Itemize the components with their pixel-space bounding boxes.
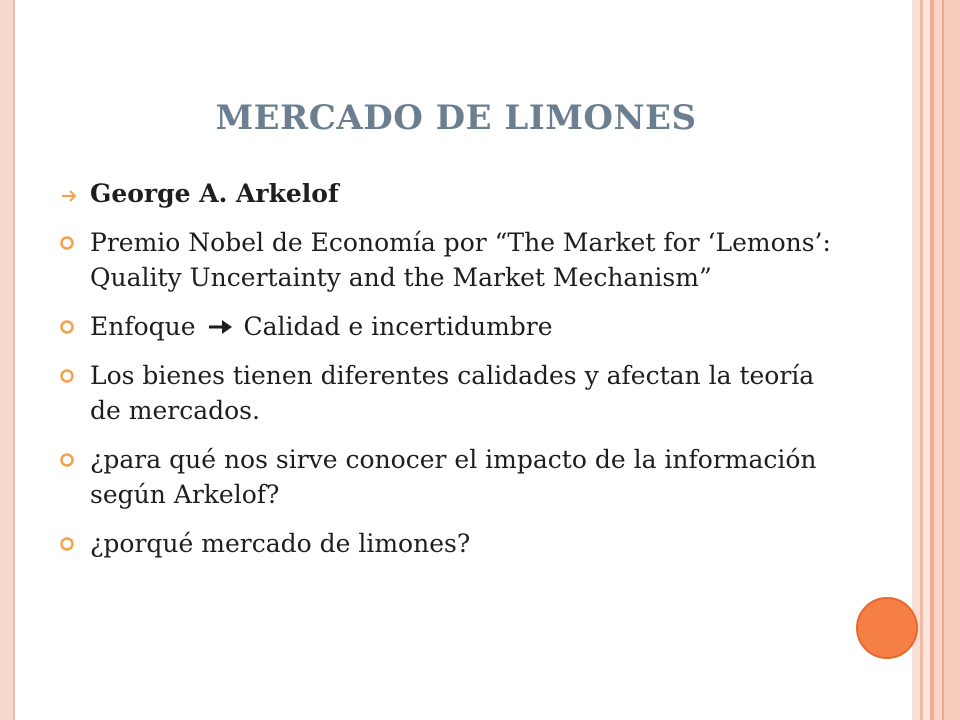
heading-item-text: George A. Arkelof [90,179,339,208]
bullet-text: Premio Nobel de Economía por “The Market for ‘Lemons’: Quality Uncertainty and the Market Mechanism” [90,228,831,292]
bold-arrow-right-icon [206,317,234,337]
bullet-text: ¿para qué nos sirve conocer el impacto de la información según Arkelof? [90,445,817,509]
accent-circle [856,597,918,659]
list-item [58,358,838,428]
ring-bullet-icon [58,358,82,393]
arrow-right-icon [58,178,82,213]
list-item [58,225,838,295]
bullet-text: ¿porqué mercado de limones? [90,529,471,558]
slide-title: MERCADO DE LIMONES [215,98,697,138]
bullet-text: Los bienes tienen diferentes calidades y afectan la teoría de mercados. [90,361,815,425]
right-stripe-band [912,0,960,720]
ring-bullet-icon [58,526,82,561]
list-item [58,309,838,344]
list-item [58,442,838,512]
stripe [944,0,960,720]
list-item-heading [58,176,838,211]
list-item [58,526,838,561]
focus-left-text: Enfoque [90,312,196,341]
slide-content [58,176,838,575]
focus-right-text: Calidad e incertidumbre [243,312,553,341]
ring-bullet-icon [58,442,82,477]
ring-bullet-icon [58,309,82,344]
ring-bullet-icon [58,225,82,260]
stripe [934,0,942,720]
stripe [923,0,930,720]
